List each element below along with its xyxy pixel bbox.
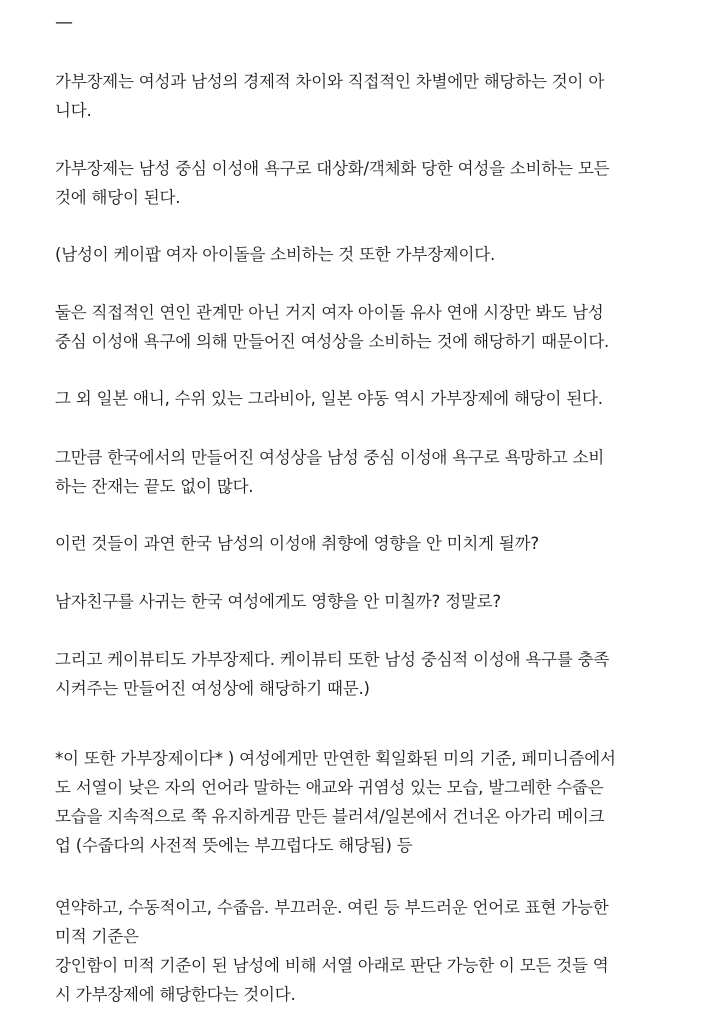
paragraph-6 (55, 443, 673, 501)
text-line: 도 서열이 낮은 자의 언어라 말하는 애교와 귀염성 있는 모습, 발그레한 수줍은 (55, 778, 604, 797)
text-line: 강인함이 미적 기준이 된 남성에 비해 서열 아래로 판단 가능한 이 모든 것들 역 (55, 956, 609, 975)
paragraph-4 (55, 298, 673, 356)
paragraph-2 (55, 154, 673, 212)
text-line: 미적 기준은 (55, 927, 139, 946)
text-line: 시켜주는 만들어진 여성상에 해당하기 때문.) (55, 679, 370, 698)
text-line: 둘은 직접적인 연인 관계만 아닌 거지 여자 아이돌 유사 연애 시장만 봐도 남성 (55, 303, 604, 322)
paragraph-11 (55, 893, 673, 1009)
text-line: 가부장제는 남성 중심 이성애 욕구로 대상화/객체화 당한 여성을 소비하는 모든 (55, 159, 610, 178)
text-line: 남자친구를 사귀는 한국 여성에게도 영향을 안 미칠까? 정말로? (55, 592, 501, 611)
paragraph-1 (55, 67, 673, 125)
paragraph-9 (55, 645, 673, 703)
text-line: 것에 해당이 된다. (55, 188, 181, 207)
dash-separator: — (55, 12, 73, 33)
text-line: *이 또한 가부장제이다* ) 여성에게만 만연한 획일화된 미의 기준, 페미니즘에서 (55, 749, 616, 768)
text-line: (남성이 케이팝 여자 아이돌을 소비하는 것 또한 가부장제이다. (55, 245, 496, 264)
text-line: 니다. (55, 101, 92, 120)
paragraph-3 (55, 240, 673, 269)
text-line: 시 가부장제에 해당한다는 것이다. (55, 985, 296, 1004)
text-line: 업 (수줍다의 사전적 뜻에는 부끄럽다도 해당됨) 등 (55, 836, 413, 855)
paragraph-7 (55, 529, 673, 558)
paragraph-5 (55, 384, 673, 413)
text-line: 중심 이성애 욕구에 의해 만들어진 여성상을 소비하는 것에 해당하기 때문이다. (55, 332, 610, 351)
paragraph-8 (55, 587, 673, 616)
text-line: 그 외 일본 애니, 수위 있는 그라비아, 일본 야동 역시 가부장제에 해당이 된다. (55, 389, 603, 408)
text-line: 하는 잔재는 끝도 없이 많다. (55, 477, 254, 496)
paragraph-10 (55, 744, 673, 860)
text-line: 연약하고, 수동적이고, 수줍음. 부끄러운. 여린 등 부드러운 언어로 표현 가능한 (55, 898, 609, 917)
text-line: 가부장제는 여성과 남성의 경제적 차이와 직접적인 차별에만 해당하는 것이 아 (55, 72, 605, 91)
text-line: 그만큼 한국에서의 만들어진 여성상을 남성 중심 이성애 욕구로 욕망하고 소비 (55, 448, 605, 467)
text-line: 이런 것들이 과연 한국 남성의 이성애 취향에 영향을 안 미치게 될까? (55, 534, 539, 553)
text-line: 모습을 지속적으로 쭉 유지하게끔 만든 블러셔/일본에서 건너온 아가리 메이크 (55, 807, 605, 826)
text-line: 그리고 케이뷰티도 가부장제다. 케이뷰티 또한 남성 중심적 이성애 욕구를 충족 (55, 650, 610, 669)
